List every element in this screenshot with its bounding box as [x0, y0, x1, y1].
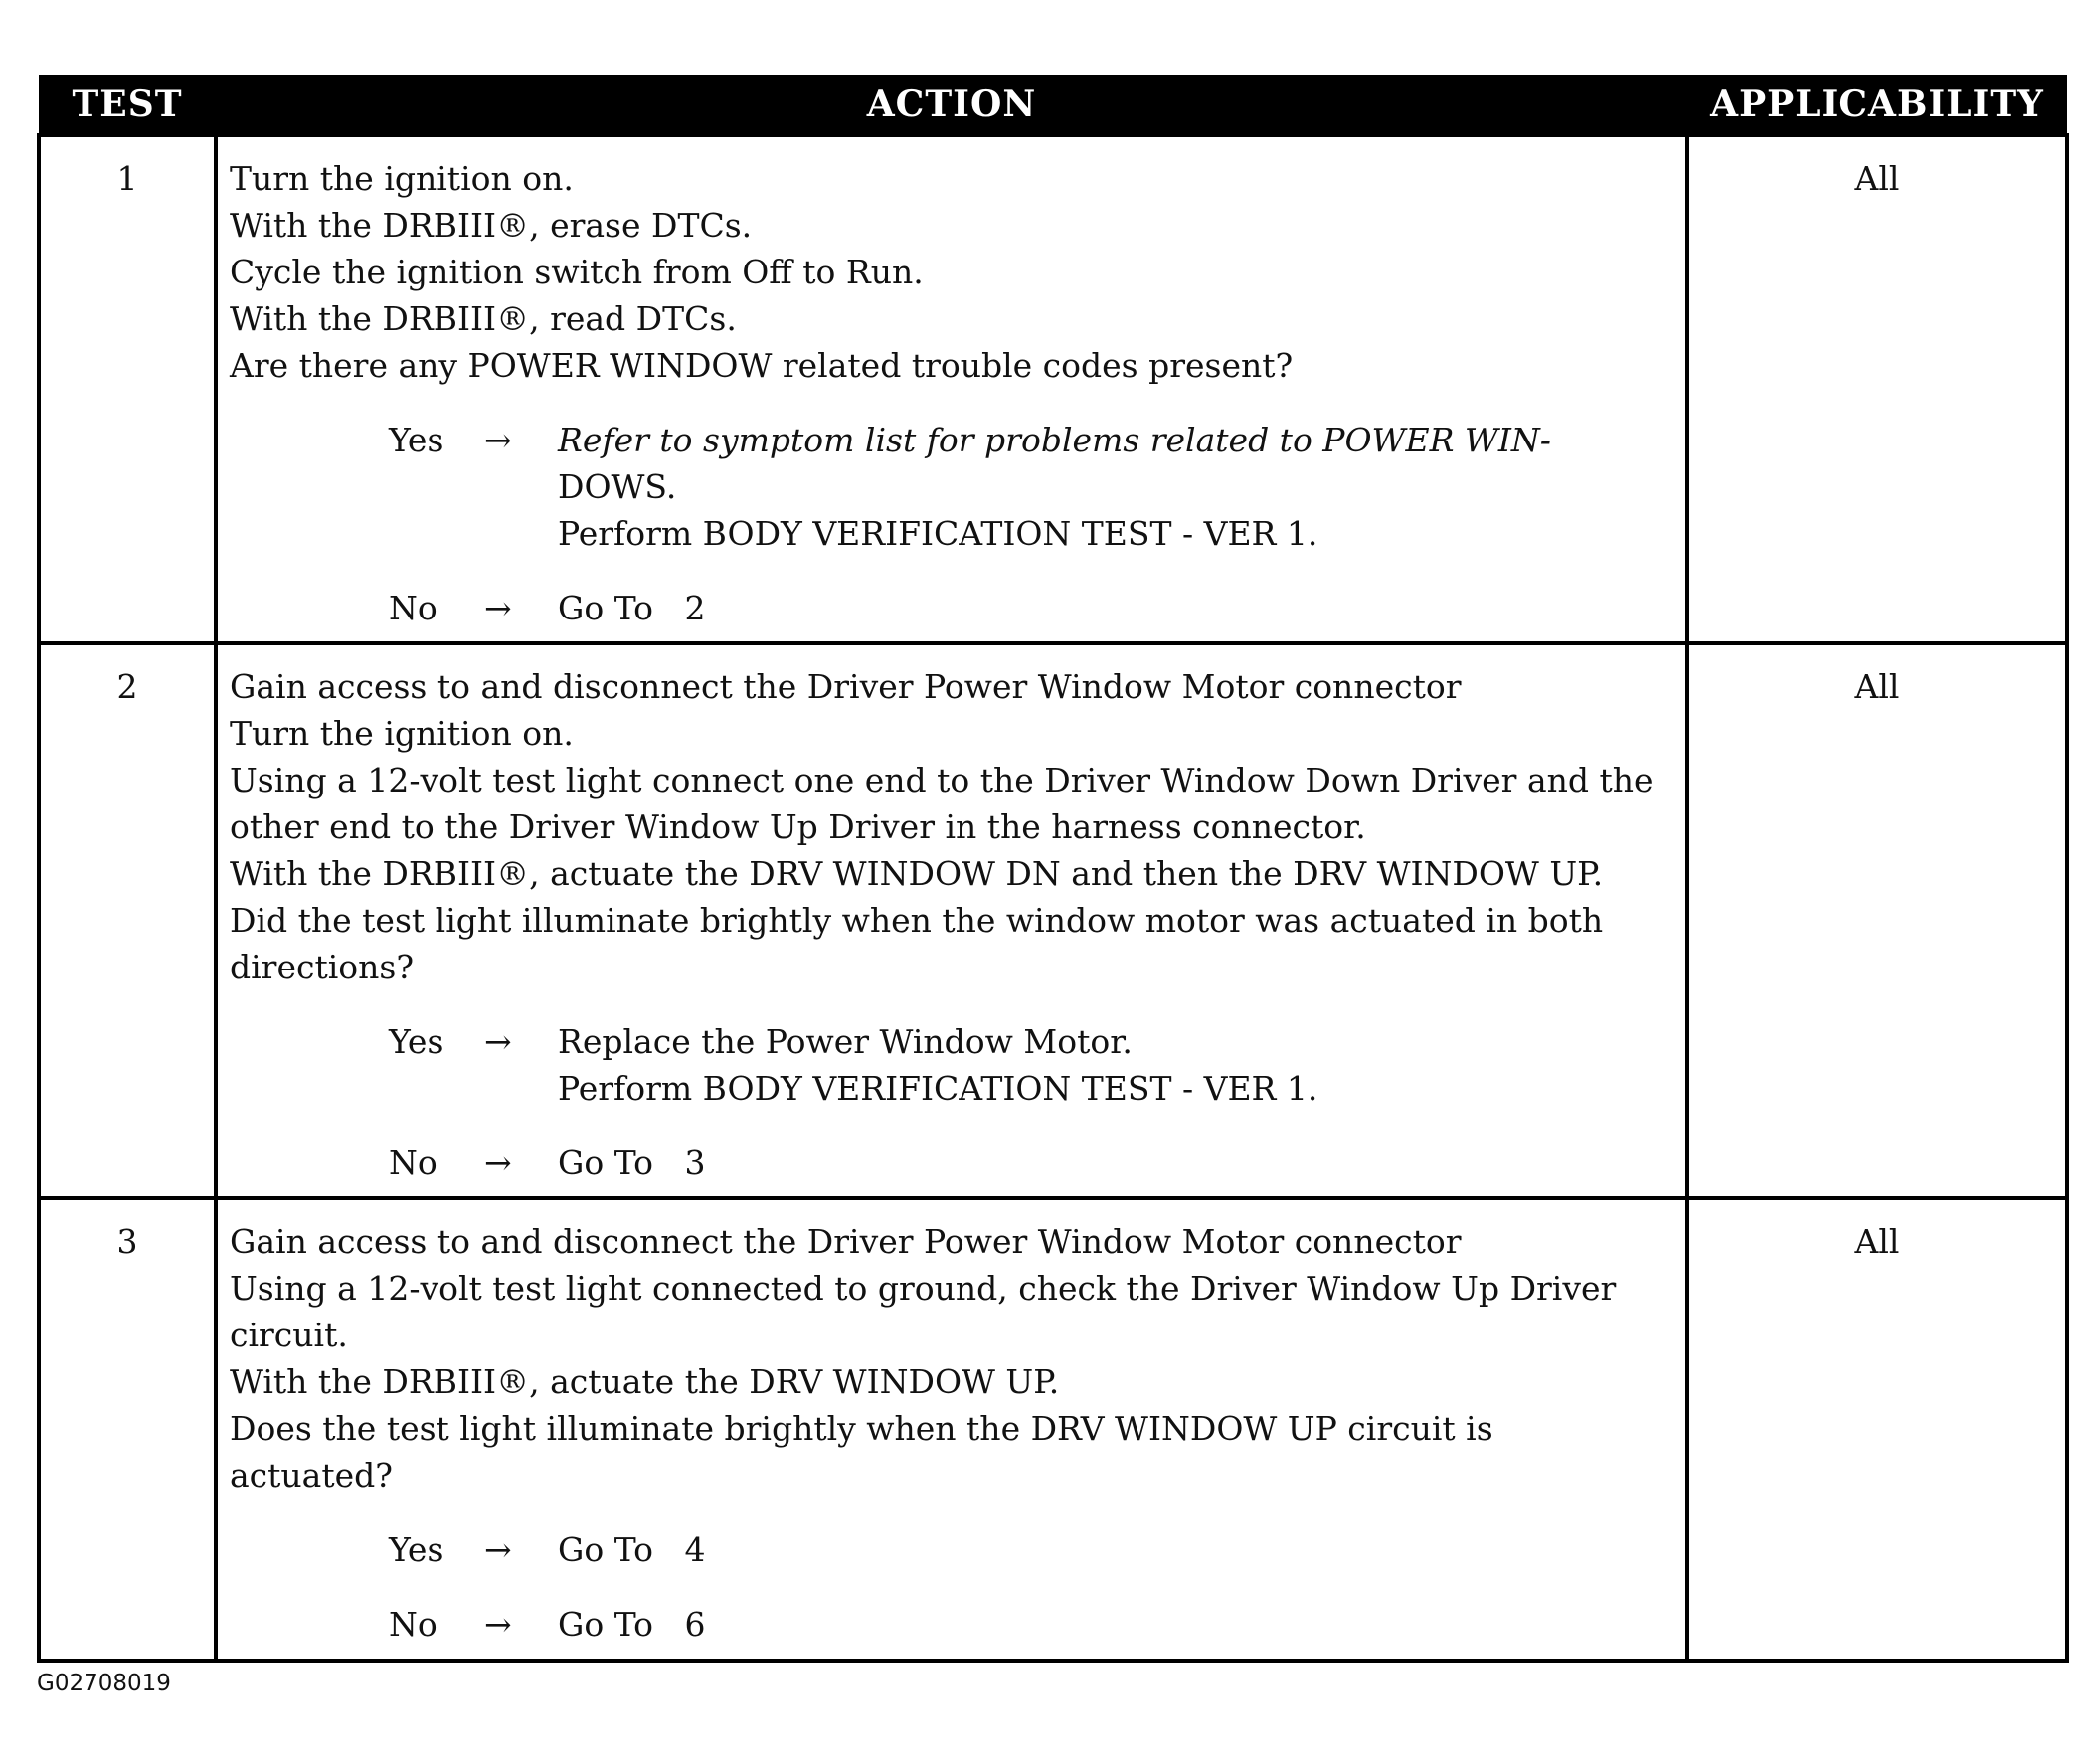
table-row: [39, 135, 2067, 643]
yes-label: Yes: [389, 421, 444, 459]
no-result: Go To 3: [558, 1144, 706, 1182]
yes-outcome: [389, 1018, 1675, 1112]
yes-result: [558, 417, 1675, 557]
test-number: 2: [39, 643, 216, 1198]
action-line: With the DRBIII®, read DTCs.: [230, 299, 737, 338]
arrow-icon: →: [484, 1022, 512, 1061]
yes-result: [558, 1018, 1675, 1112]
diagnostic-test-table: [37, 75, 2069, 1663]
no-label: No: [389, 1144, 438, 1182]
action-line: Does the test light illuminate brightly when the DRV WINDOW UP circuit is: [230, 1409, 1493, 1448]
action-line: Gain access to and disconnect the Driver Power Window Motor connector: [230, 667, 1462, 706]
yes-result-line: Replace the Power Window Motor.: [558, 1022, 1133, 1061]
no-label: No: [389, 1605, 438, 1644]
action-line: circuit.: [230, 1316, 348, 1354]
no-outcome: [389, 1140, 1675, 1186]
yes-label: Yes: [389, 1022, 444, 1061]
action-line: Using a 12-volt test light connect one end to the Driver Window Down Driver and the: [230, 761, 1654, 799]
applicability-cell: All: [1687, 1198, 2067, 1661]
applicability-cell: All: [1687, 135, 2067, 643]
yes-result: Go To 4: [558, 1530, 706, 1569]
no-label: No: [389, 589, 438, 627]
action-cell: [216, 135, 1687, 643]
diagnostic-table-page: [37, 75, 2065, 1663]
yes-outcome: [389, 417, 1675, 557]
yes-result-line: Perform BODY VERIFICATION TEST - VER 1.: [558, 514, 1318, 553]
table-row: [39, 643, 2067, 1198]
arrow-icon: →: [484, 589, 512, 627]
action-line: actuated?: [230, 1456, 393, 1495]
action-line: Are there any POWER WINDOW related trouble codes present?: [230, 346, 1294, 385]
yes-result-line: DOWS.: [558, 467, 677, 506]
test-number: 3: [39, 1198, 216, 1661]
applicability-cell: All: [1687, 643, 2067, 1198]
header-action: ACTION: [216, 75, 1687, 135]
no-result: Go To 6: [558, 1605, 706, 1644]
arrow-icon: →: [484, 1605, 512, 1644]
action-line: Using a 12-volt test light connected to ground, check the Driver Window Up Driver: [230, 1269, 1617, 1308]
no-result: Go To 2: [558, 589, 706, 627]
figure-code: G02708019: [37, 1671, 171, 1696]
header-applicability: APPLICABILITY: [1687, 75, 2067, 135]
table-header-row: [39, 75, 2067, 135]
table-row: [39, 1198, 2067, 1661]
action-line: Did the test light illuminate brightly when the window motor was actuated in both: [230, 901, 1604, 940]
yes-label: Yes: [389, 1530, 444, 1569]
action-line: other end to the Driver Window Up Driver in the harness connector.: [230, 807, 1366, 846]
action-line: With the DRBIII®, actuate the DRV WINDOW UP.: [230, 1362, 1060, 1401]
action-line: Turn the ignition on.: [230, 159, 574, 198]
test-number: 1: [39, 135, 216, 643]
action-line: With the DRBIII®, erase DTCs.: [230, 206, 753, 245]
arrow-icon: →: [484, 1530, 512, 1569]
arrow-icon: →: [484, 421, 512, 459]
action-cell: [216, 1198, 1687, 1661]
action-line: With the DRBIII®, actuate the DRV WINDOW DN and then the DRV WINDOW UP.: [230, 854, 1604, 893]
yes-outcome: [389, 1526, 1675, 1573]
no-outcome: [389, 1601, 1675, 1648]
yes-result-line: Perform BODY VERIFICATION TEST - VER 1.: [558, 1069, 1318, 1108]
arrow-icon: →: [484, 1144, 512, 1182]
yes-result-line: Refer to symptom list for problems related to POWER WIN-: [558, 421, 1551, 459]
action-cell: [216, 643, 1687, 1198]
action-line: Turn the ignition on.: [230, 714, 574, 753]
header-test: TEST: [39, 75, 216, 135]
action-line: Cycle the ignition switch from Off to Run.: [230, 253, 924, 291]
action-line: Gain access to and disconnect the Driver Power Window Motor connector: [230, 1222, 1462, 1261]
no-outcome: [389, 585, 1675, 631]
action-line: directions?: [230, 948, 415, 986]
